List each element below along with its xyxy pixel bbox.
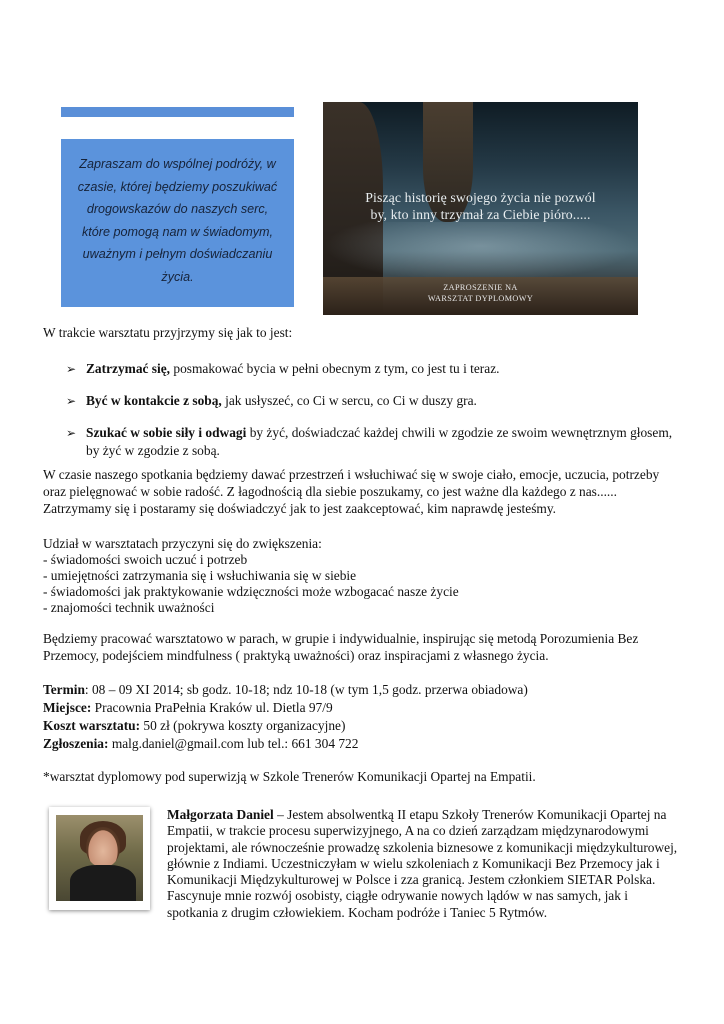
- portrait-image: [56, 815, 143, 901]
- author-photo: [49, 807, 150, 910]
- quote-line: czasie, której będziemy poszukiwać: [77, 179, 278, 194]
- list-item: [66, 424, 676, 460]
- sea-shape: [323, 222, 638, 282]
- detail-value: : 08 – 09 XI 2014; sb godz. 10-18; ndz 10-18 (w tym 1,5 godz. przerwa obiadowa): [84, 682, 528, 697]
- author-bio-text: – Jestem absolwentką II etapu Szkoły Trenerów Komunikacji Opartej na Empatii, w trakcie procesu superwizyjnego, A na co dzień zarządzam międzynarodowymi projektami, ale równocześnie prowadzę szkolenia biznesowe z komunikacji międzykulturowej, głównie z Indiami. Uczestniczyłam w wielu szkoleniach z Komunikacji Bez Przemocy jak i Komunikacji Międzykulturowej w Polsce i zza granicą. Jestem członkiem SIETAR Polska. Fascynuje mnie rozwój osobisty, ciągłe odrywanie nowych lądów w nas samych, jak i spotkania z drugim człowiekiem. Kocham podróże i Taniec 5 Rytmów.: [167, 807, 678, 920]
- detail-label: Termin: [43, 682, 85, 697]
- face-shape: [86, 827, 120, 867]
- quote-line: drogowskazów do naszych serc,: [86, 202, 269, 216]
- bullet-bold: Szukać w sobie siły i odwagi: [86, 425, 247, 440]
- detail-row-place: [43, 699, 683, 717]
- benefit-item: - umiejętności zatrzymania się i wsłuchiwania się w siebie: [43, 568, 357, 583]
- detail-label: Koszt warsztatu:: [43, 718, 141, 733]
- quote-line: Zapraszam do wspólnej podróży, w: [79, 157, 276, 171]
- banner-image: [323, 102, 638, 315]
- detail-row-signup: [43, 735, 683, 753]
- footnote: *warsztat dyplomowy pod superwizją w Szkole Trenerów Komunikacji Opartej na Empatii.: [43, 769, 536, 784]
- arrow-bullet-icon: ➢: [66, 394, 77, 408]
- benefits-heading: Udział w warsztatach przyczyni się do zwiększenia:: [43, 536, 322, 551]
- author-name: Małgorzata Daniel: [167, 807, 274, 822]
- banner-quote-line: by, kto inny trzymał za Ciebie pióro.....: [370, 207, 591, 222]
- bullet-bold: Być w kontakcie z sobą,: [86, 393, 222, 408]
- detail-value: Pracownia PraPełnia Kraków ul. Dietla 97/9: [91, 700, 333, 715]
- workshop-goals-list: [66, 360, 676, 460]
- quote-line: które pomogą nam w świadomym,: [81, 224, 274, 239]
- intro-text: W trakcie warsztatu przyjrzymy się jak to jest:: [43, 325, 293, 340]
- bullet-text: jak usłyszeć, co Ci w sercu, co Ci w duszy gra.: [221, 393, 477, 408]
- blue-accent-bar: [61, 107, 294, 117]
- author-bio: [167, 807, 682, 921]
- event-details: [43, 681, 683, 753]
- detail-label: Zgłoszenia:: [43, 736, 109, 751]
- quote-line: uważnym i pełnym doświadczaniu: [82, 247, 273, 261]
- benefit-item: - świadomości swoich uczuć i potrzeb: [43, 552, 248, 567]
- body-shape: [70, 865, 136, 901]
- detail-row-cost: [43, 717, 683, 735]
- banner-invite-line: ZAPROSZENIE NA: [443, 283, 518, 292]
- arrow-bullet-icon: ➢: [66, 426, 77, 440]
- banner-invite: [323, 282, 638, 304]
- detail-value: malg.daniel@gmail.com lub tel.: 661 304 722: [108, 736, 359, 751]
- detail-row-date: [43, 681, 683, 699]
- benefits-section: [43, 536, 683, 616]
- paragraph-space: W czasie naszego spotkania będziemy dawać przestrzeń i wsłuchiwać się w swoje ciało, emocje, uczucia, potrzeby oraz pielęgnować w sobie radość. Z łagodnością dla siebie poszukamy, co jest ważne dla każdego z nas...... Zatrzymamy się i postaramy się doświadczyć jak to jest zaakceptować, kim naprawdę jesteśmy.: [43, 467, 660, 516]
- arrow-bullet-icon: ➢: [66, 362, 77, 376]
- banner-invite-line: WARSZTAT DYPLOMOWY: [427, 294, 534, 303]
- banner-quote-line: Pisząc historię swojego życia nie pozwól: [365, 190, 596, 205]
- list-item: [66, 360, 676, 378]
- quote-line: życia.: [161, 269, 194, 284]
- benefit-item: - świadomości jak praktykowanie wdzięczności może wzbogacać nasze życie: [43, 584, 459, 599]
- bullet-bold: Zatrzymać się,: [86, 361, 171, 376]
- paragraph-method: Będziemy pracować warsztatowo w parach, w grupie i indywidualnie, inspirując się metodą Porozumienia Bez Przemocy, podejściem mindfulness ( praktyką uważności) oraz inspiracjami z własnego życia.: [43, 631, 639, 663]
- benefit-item: - znajomości technik uważności: [43, 600, 215, 615]
- banner-quote: [323, 189, 638, 223]
- list-item: [66, 392, 676, 410]
- invitation-quote-text: [68, 153, 287, 288]
- detail-label: Miejsce:: [43, 700, 92, 715]
- bullet-text: posmakować bycia w pełni obecnym z tym, co jest tu i teraz.: [170, 361, 500, 376]
- bullet-text: by żyć, doświadczać każdej chwili w zgodzie ze swoim wewnętrznym głosem, by żyć w zgodzie z sobą.: [86, 425, 673, 458]
- detail-value: 50 zł (pokrywa koszty organizacyjne): [140, 718, 346, 733]
